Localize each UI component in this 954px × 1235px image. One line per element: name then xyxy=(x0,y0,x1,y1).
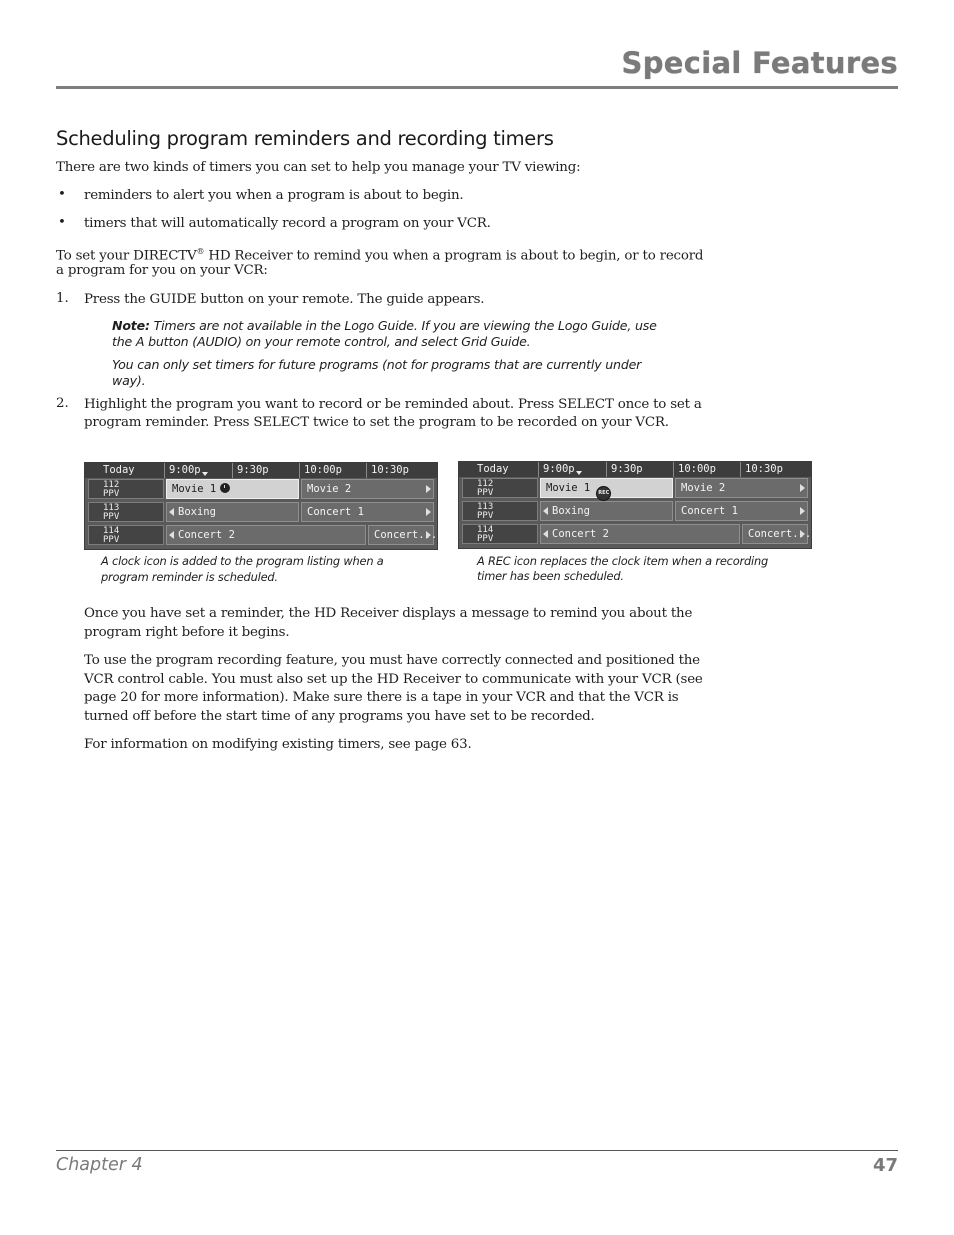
guide-header-time: 9:30p xyxy=(237,464,269,476)
caret-down-icon xyxy=(576,471,582,475)
rec-icon: REC xyxy=(596,486,611,501)
guide-header-day: Today xyxy=(103,464,135,476)
step-text-line2: program reminder. Press SELECT twice to set the program to be recorded on your VCR. xyxy=(84,415,669,430)
paragraph-line: turned off before the start time of any programs you have set to be recorded. xyxy=(84,709,595,724)
arrow-left-icon xyxy=(543,507,548,515)
arrow-right-icon xyxy=(800,484,805,492)
guide-program-selected: Movie 1 xyxy=(166,479,299,499)
step-text: Press the GUIDE button on your remote. The guide appears. xyxy=(84,292,485,307)
step-number: 2. xyxy=(56,396,69,411)
caption-line1: A REC icon replaces the clock item when a recording xyxy=(477,554,769,568)
intro-paragraph: There are two kinds of timers you can set to help you manage your TV viewing: xyxy=(56,160,581,175)
guide-program: Concert... xyxy=(742,524,808,544)
bullet-item: timers that will automatically record a program on your VCR. xyxy=(84,216,491,231)
arrow-right-icon xyxy=(800,530,805,538)
guide-header-time: 10:00p xyxy=(304,464,342,476)
section-heading: Scheduling program reminders and recording timers xyxy=(56,127,554,150)
paragraph-line: program right before it begins. xyxy=(84,625,290,640)
header-rule xyxy=(56,86,898,89)
guide-channel: 114 PPV xyxy=(88,525,164,545)
bullet-marker: • xyxy=(58,215,66,230)
guide-header-time: 10:00p xyxy=(678,463,716,475)
guide-program: Movie 2 xyxy=(301,479,434,499)
guide-program: Concert 1 xyxy=(301,502,434,522)
footer-chapter: Chapter 4 xyxy=(56,1155,143,1175)
bullet-item: reminders to alert you when a program is about to begin. xyxy=(84,188,464,203)
paragraph-line: To use the program recording feature, you must have correctly connected and positioned the xyxy=(84,653,700,668)
guide-program: Concert... xyxy=(368,525,434,545)
note-line1: Note: Timers are not available in the Logo Guide. If you are viewing the Logo Guide, use xyxy=(112,318,657,333)
guide-program: Concert 2 xyxy=(540,524,740,544)
guide-channel: 113 PPV xyxy=(462,501,538,521)
step-text-line1: Highlight the program you want to record or be reminded about. Press SELECT once to set a xyxy=(84,397,702,412)
note2-line1: You can only set timers for future programs (not for programs that are currently under xyxy=(112,357,642,372)
arrow-right-icon xyxy=(426,508,431,516)
set-paragraph-line1: To set your DIRECTV® HD Receiver to remind you when a program is about to begin, or to record xyxy=(56,247,704,264)
guide-header-time: 9:30p xyxy=(611,463,643,475)
caption-line2: program reminder is scheduled. xyxy=(101,570,278,584)
arrow-right-icon xyxy=(426,485,431,493)
guide-program: Concert 2 xyxy=(166,525,366,545)
page-number: 47 xyxy=(872,1155,898,1176)
paragraph-line: VCR control cable. You must also set up the HD Receiver to communicate with your VCR (see xyxy=(84,672,703,687)
guide-program: Boxing xyxy=(166,502,299,522)
arrow-left-icon xyxy=(169,508,174,516)
paragraph-line: Once you have set a reminder, the HD Receiver displays a message to remind you about the xyxy=(84,606,693,621)
guide-program: Concert 1 xyxy=(675,501,808,521)
guide-channel: 112 PPV xyxy=(462,478,538,498)
guide-channel: 112 PPV xyxy=(88,479,164,499)
caption-line2: timer has been scheduled. xyxy=(477,569,624,583)
guide-channel: 114 PPV xyxy=(462,524,538,544)
clock-icon xyxy=(220,483,230,493)
note-line2: the A button (AUDIO) on your remote control, and select Grid Guide. xyxy=(112,334,531,349)
chapter-title: Special Features xyxy=(621,46,898,80)
guide-channel: 113 PPV xyxy=(88,502,164,522)
caption-line1: A clock icon is added to the program listing when a xyxy=(101,554,384,568)
paragraph-line: page 20 for more information). Make sure there is a tape in your VCR and that the VCR is xyxy=(84,690,679,705)
guide-header-time: 10:30p xyxy=(371,464,409,476)
step-number: 1. xyxy=(56,291,69,306)
caret-down-icon xyxy=(202,472,208,476)
guide-header-time: 9:00p xyxy=(165,463,231,478)
paragraph-line: For information on modifying existing timers, see page 63. xyxy=(84,737,472,752)
bullet-marker: • xyxy=(58,187,66,202)
arrow-left-icon xyxy=(543,530,548,538)
guide-screenshot-reminder xyxy=(84,462,438,550)
guide-program-selected: Movie 1 REC xyxy=(540,478,673,498)
footer-rule xyxy=(56,1150,898,1151)
guide-program: Boxing xyxy=(540,501,673,521)
set-paragraph-line2: a program for you on your VCR: xyxy=(56,263,268,278)
arrow-right-icon xyxy=(800,507,805,515)
guide-program: Movie 2 xyxy=(675,478,808,498)
note2-line2: way). xyxy=(112,373,146,388)
guide-header-day: Today xyxy=(477,463,509,475)
guide-header-time: 10:30p xyxy=(745,463,783,475)
guide-header-time: 9:00p xyxy=(539,462,605,477)
guide-header xyxy=(85,463,437,478)
guide-screenshot-recording xyxy=(458,461,812,549)
arrow-right-icon xyxy=(426,531,431,539)
arrow-left-icon xyxy=(169,531,174,539)
guide-header xyxy=(459,462,811,477)
